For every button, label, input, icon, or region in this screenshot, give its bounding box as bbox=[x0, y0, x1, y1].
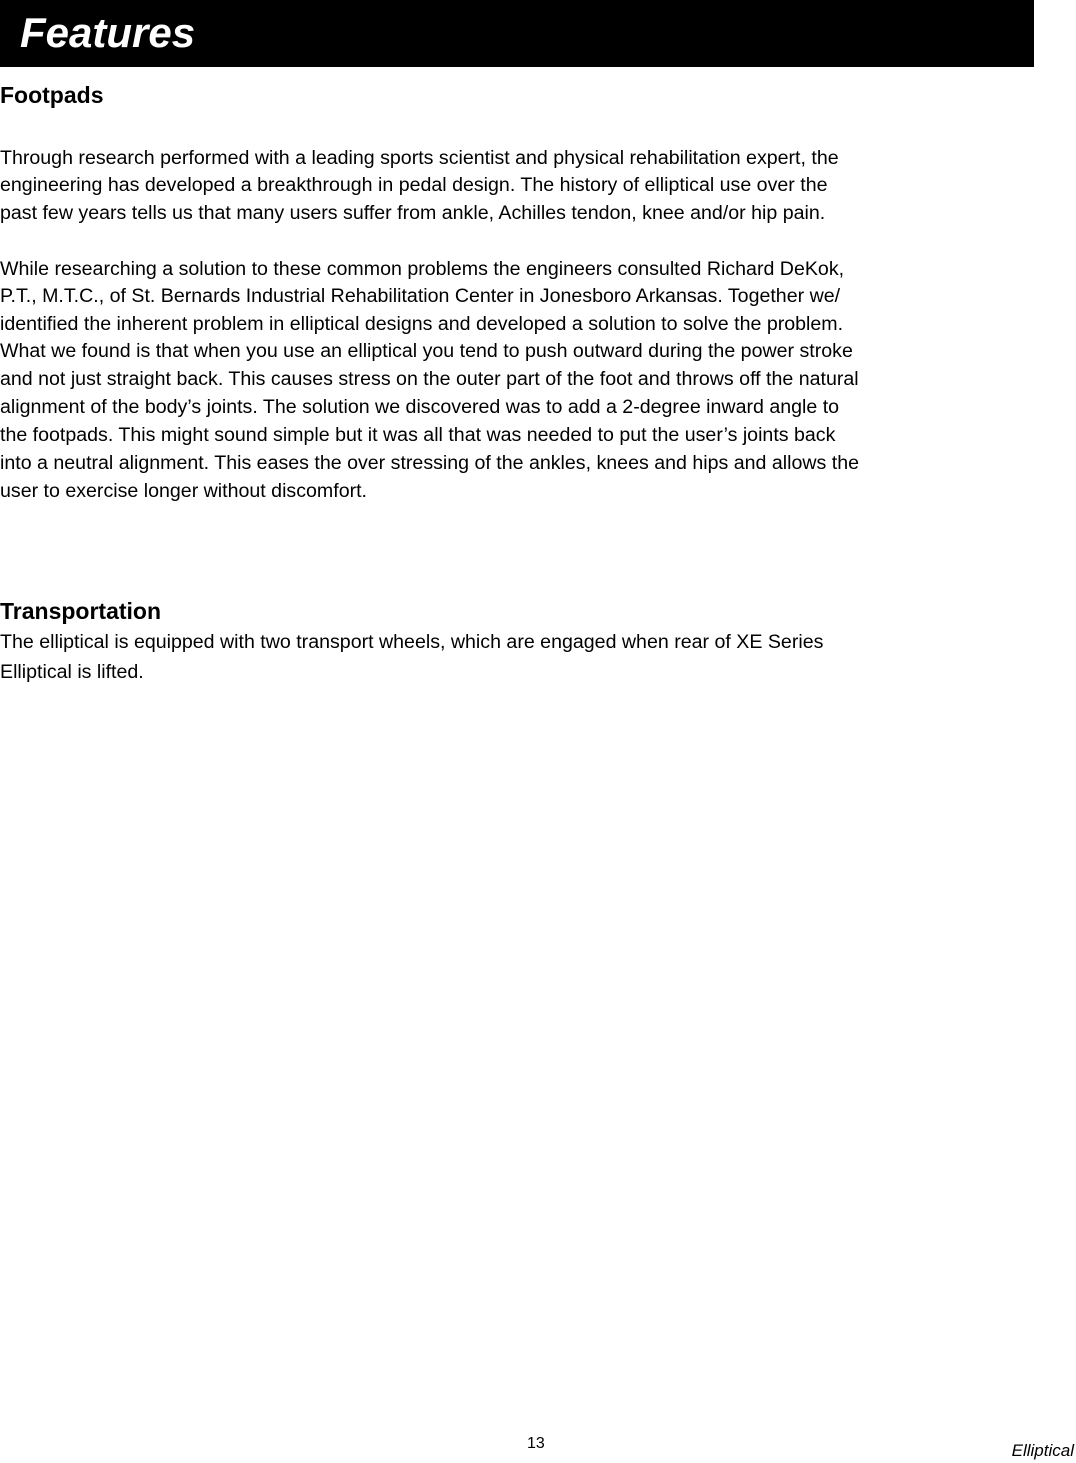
text-line: P.T., M.T.C., of St. Bernards Industrial Rehabilitation Center in Jonesboro Arkansas. Together we/ bbox=[0, 285, 841, 307]
text-line: Elliptical is lifted. bbox=[0, 661, 144, 683]
text-line: The elliptical is equipped with two transport wheels, which are engaged when rear of XE Series bbox=[0, 631, 824, 653]
footpads-heading: Footpads bbox=[0, 82, 104, 108]
features-header-bar bbox=[0, 0, 1034, 67]
text-line: the footpads. This might sound simple but it was all that was needed to put the user’s joints back bbox=[0, 424, 836, 446]
page-title: Features bbox=[20, 9, 196, 56]
text-line: While researching a solution to these common problems the engineers consulted Richard DeKok, bbox=[0, 258, 845, 280]
text-line: engineering has developed a breakthrough in pedal design. The history of elliptical use over the bbox=[0, 174, 828, 196]
text-line: and not just straight back. This causes stress on the outer part of the foot and throws off the natural bbox=[0, 368, 859, 390]
text-line: past few years tells us that many users suffer from ankle, Achilles tendon, knee and/or hip pain. bbox=[0, 202, 826, 224]
footer-label: Elliptical bbox=[1011, 1441, 1074, 1460]
text-line: user to exercise longer without discomfort. bbox=[0, 480, 368, 502]
text-line: What we found is that when you use an elliptical you tend to push outward during the power stroke bbox=[0, 340, 853, 362]
text-line: Through research performed with a leading sports scientist and physical rehabilitation expert, the bbox=[0, 147, 839, 169]
page-number: 13 bbox=[527, 1435, 545, 1452]
text-line: into a neutral alignment. This eases the over stressing of the ankles, knees and hips and allows the bbox=[0, 452, 860, 474]
text-line: identified the inherent problem in elliptical designs and developed a solution to solve the problem. bbox=[0, 313, 844, 335]
text-line: alignment of the body’s joints. The solution we discovered was to add a 2-degree inward angle to bbox=[0, 396, 840, 418]
transportation-heading: Transportation bbox=[0, 598, 162, 624]
